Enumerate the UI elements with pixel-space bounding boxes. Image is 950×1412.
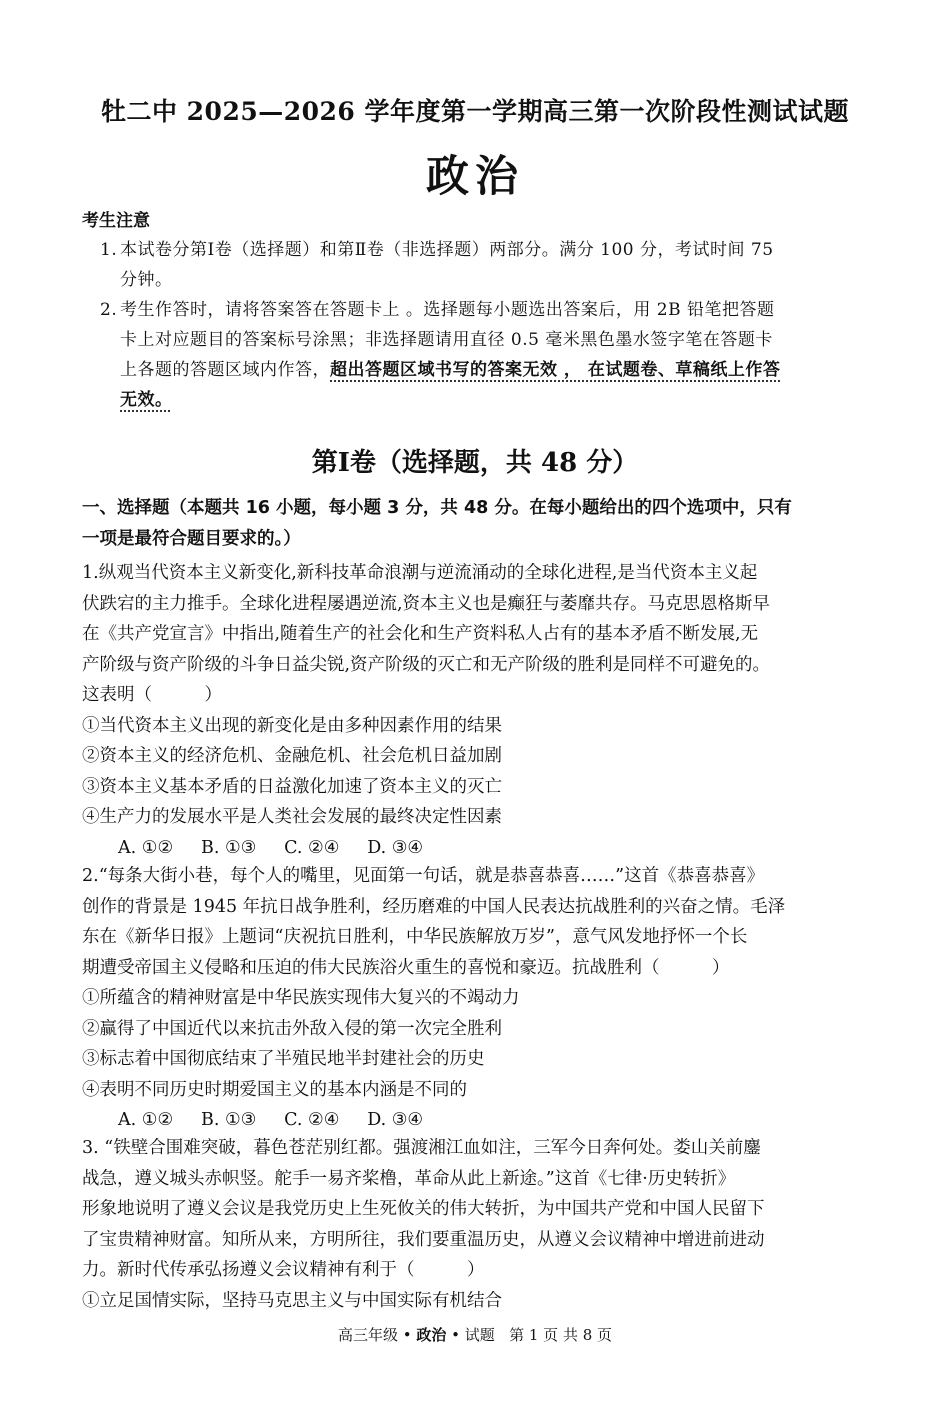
choice-statement: ③标志着中国彻底结束了半殖民地半封建社会的历史 xyxy=(82,1049,485,1069)
question-text: 东在《新华日报》上题词“庆祝抗日胜利，中华民族解放万岁”，意气风发地抒怀一个长 xyxy=(82,927,748,947)
answer-options: A. ①② B. ①③ C. ②④ D. ③④ xyxy=(118,1110,424,1130)
footer-kind: 试题 xyxy=(464,1326,495,1344)
question-text: 产阶级与资产阶级的斗争日益尖锐,资产阶级的灭亡和无产阶级的胜利是同样不可避免的。 xyxy=(82,654,771,675)
question-1 xyxy=(82,558,872,863)
question-text: 这表明（ ） xyxy=(82,685,222,705)
section-line: 一、选择题（本题共 16 小题，每小题 3 分，共 48 分。在每小题给出的四个选项中，只有 xyxy=(82,498,792,518)
page-footer: 高三年级 • 政治 • 试题 第 1 页 共 8 页 xyxy=(337,1326,613,1344)
notice-line: 考生作答时，请将答案答在答题卡上 。选择题每小题选出答案后，用 2B 铅笔把答题 xyxy=(120,300,775,320)
notice-emphasis: 超出答题区域书写的答案无效 ， 在试题卷、草稿纸上作答 xyxy=(330,360,781,380)
choice-statement: ①立足国情实际，坚持马克思主义与中国实际有机结合 xyxy=(82,1290,502,1311)
question-text: 战急，遵义城头赤帜竖。舵手一易齐桨橹，革命从此上新途。”这首《七律·历史转折》 xyxy=(82,1168,736,1189)
notice-line xyxy=(100,385,872,415)
notice-item-number: 1. xyxy=(100,240,118,260)
choice-statement: ④生产力的发展水平是人类社会发展的最终决定性因素 xyxy=(82,807,502,827)
notice-item-number: 2. xyxy=(100,300,118,320)
notice-line: 卡上对应题目的答案标号涂黑；非选择题请用直径 0.5 毫米黑色墨水签字笔在答题卡 xyxy=(120,330,773,350)
notice-item-2 xyxy=(100,295,872,415)
section-line: 一项是最符合题目要求的。） xyxy=(82,529,301,549)
question-text: 3. “铁壁合围难突破，暮色苍茫别红都。强渡湘江血如注，三军今日奔何处。娄山关前鏖 xyxy=(82,1138,761,1158)
footer-grade: 高三年级 xyxy=(337,1326,398,1344)
question-text: 2.“每条大街小巷，每个人的嘴里，见面第一句话，就是恭喜恭喜……”这首《恭喜恭喜》 xyxy=(82,866,765,886)
question-text: 形象地说明了遵义会议是我党历史上生死攸关的伟大转折，为中国共产党和中国人民留下 xyxy=(82,1199,765,1219)
choice-statement: ②赢得了中国近代以来抗击外敌入侵的第一次完全胜利 xyxy=(82,1018,502,1039)
notice-line: 分钟。 xyxy=(120,270,173,290)
question-text: 伏跌宕的主力推手。全球化进程屡遇逆流,资本主义也是癫狂与萎靡共存。马克思恩格斯早 xyxy=(82,593,771,614)
question-text: 了宝贵精神财富。知所从来，方明所往，我们要重温历史，从遵义会议精神中增进前进动 xyxy=(82,1229,765,1250)
section-heading xyxy=(82,493,872,555)
choice-statement: ④表明不同历史时期爱国主义的基本内涵是不同的 xyxy=(82,1079,467,1100)
exam-title: 牡二中 2025—2026 学年度第一学期高三第一次阶段性测试试题 xyxy=(100,97,850,126)
question-3 xyxy=(82,1133,872,1316)
notice-line: 本试卷分第Ⅰ卷（选择题）和第Ⅱ卷（非选择题）两部分。满分 100 分，考试时间 75 xyxy=(120,240,774,260)
notice-text: 上各题的答题区域内作答， xyxy=(120,360,330,380)
question-text: 1.纵观当代资本主义新变化,新科技革命浪潮与逆流涌动的全球化进程,是当代资本主义起 xyxy=(82,563,758,583)
question-text: 力。新时代传承弘扬遵义会议精神有利于（ ） xyxy=(82,1260,485,1280)
subject-title: 政治 xyxy=(426,152,524,202)
question-text: 创作的背景是 1945 年抗日战争胜利，经历磨难的中国人民表达抗战胜利的兴奋之情。毛泽 xyxy=(82,896,786,917)
choice-statement: ①所蕴含的精神财富是中华民族实现伟大复兴的不竭动力 xyxy=(82,988,520,1008)
choice-statement: ③资本主义基本矛盾的日益激化加速了资本主义的灭亡 xyxy=(82,776,502,797)
notice-heading: 考生注意 xyxy=(82,211,150,231)
footer-subject: 政治 xyxy=(416,1326,447,1344)
answer-options: A. ①② B. ①③ C. ②④ D. ③④ xyxy=(118,837,424,858)
question-2 xyxy=(82,861,872,1136)
footer-pages: 第 1 页 共 8 页 xyxy=(509,1326,613,1344)
notice-item-1 xyxy=(100,235,872,295)
choice-statement: ①当代资本主义出现的新变化是由多种因素作用的结果 xyxy=(82,715,502,736)
question-text: 期遭受帝国主义侵略和压迫的伟大民族浴火重生的喜悦和豪迈。抗战胜利（ ） xyxy=(82,957,730,978)
part-title: 第Ⅰ卷（选择题，共 48 分） xyxy=(311,448,639,478)
question-text: 在《共产党宣言》中指出,随着生产的社会化和生产资料私人占有的基本矛盾不断发展,无 xyxy=(82,624,759,644)
notice-line xyxy=(100,355,872,385)
notice-emphasis: 无效。 xyxy=(120,390,173,410)
choice-statement: ②资本主义的经济危机、金融危机、社会危机日益加剧 xyxy=(82,746,502,766)
